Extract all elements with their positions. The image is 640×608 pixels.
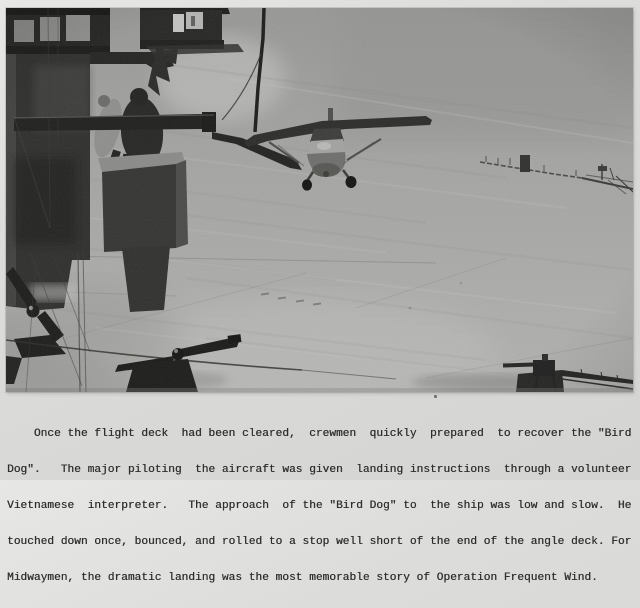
photograph	[6, 8, 633, 392]
scan-speck	[434, 395, 437, 398]
photograph-art	[6, 8, 633, 392]
caption-line: Once the flight deck had been cleared, crewmen quickly prepared to recover the "Bird	[7, 428, 632, 440]
caption-line: touched down once, bounced, and rolled to a stop well short of the end of the angle deck. For	[7, 536, 632, 548]
photo-caption	[7, 404, 635, 608]
caption-line: Vietnamese interpreter. The approach of the "Bird Dog" to the ship was low and slow. He	[7, 500, 632, 512]
photo-grain	[6, 8, 633, 392]
caption-line: Dog". The major piloting the aircraft was given landing instructions through a volunteer	[7, 464, 632, 476]
caption-line: Midwaymen, the dramatic landing was the most memorable story of Operation Frequent Wind.	[7, 572, 598, 584]
